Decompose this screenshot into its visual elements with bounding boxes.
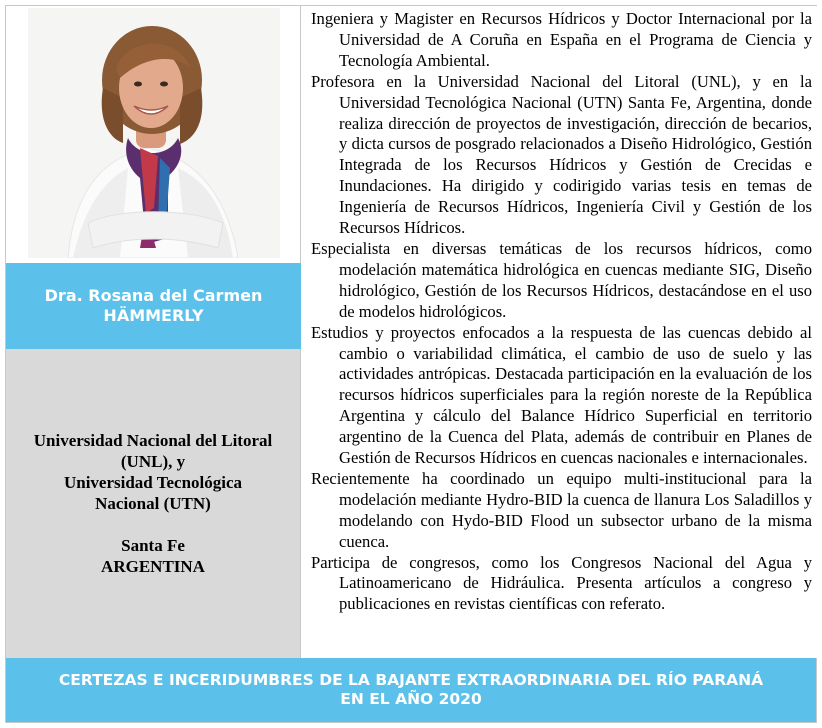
- talk-title-line1: CERTEZAS E INCERIDUMBRES DE LA BAJANTE EXTRAORDINARIA DEL RÍO PARANÁ: [58, 671, 764, 689]
- bio-paragraph: Especialista en diversas temáticas de los recursos hídricos, como modelación matemática hidrológica en cuencas mediante SIG, Diseño hidrológico, Gestión de los Recursos Hídricos, destacándose en el uso de modelos hidrológicos.: [311, 238, 812, 321]
- bio-paragraph: Participa de congresos, como los Congresos Nacional del Agua y Latinoamericano de Hidráulica. Presenta artículos a congreso y publicaciones en revistas científicas con referato.: [311, 552, 812, 614]
- bio-paragraph: Profesora en la Universidad Nacional del Litoral (UNL), y en la Universidad Tecnológica Nacional (UTN) Santa Fe, Argentina, donde realiza dirección de proyectos de investigación, dirección de becarios, y dicta cursos de posgrado relacionados a Diseño Hidrológico, Gestión Integrada de los Recursos Hídricos y Gestión de Crecidas e Inundaciones. Ha dirigido y codirigido varias tesis en temas de Ingeniería de Recursos Hídricos, Ingeniería Civil y Gestión de los Recursos Hídricos.: [311, 71, 812, 238]
- institution-country: ARGENTINA: [101, 557, 205, 576]
- portrait-photo: [28, 8, 280, 258]
- portrait-illustration: [28, 8, 280, 258]
- photo-cell: [6, 6, 301, 263]
- bio-paragraph: Recientemente ha coordinado un equipo multi-institucional para la modelación mediante Hydro-BID la cuenca de llanura Los Saladillos y modelando con Hydo-BID Flood un subsector urbano de la misma cuenca.: [311, 468, 812, 551]
- speaker-surname: HÄMMERLY: [103, 306, 204, 325]
- biography: [301, 6, 818, 658]
- talk-title-line2: EN EL AÑO 2020: [340, 690, 482, 708]
- institution-line: Universidad Tecnológica: [63, 473, 243, 492]
- institution-city: Santa Fe: [121, 536, 185, 555]
- institution-block: [6, 349, 301, 658]
- institution-line: (UNL), y: [120, 452, 186, 471]
- bio-paragraph: Ingeniera y Magister en Recursos Hídricos y Doctor Internacional por la Universidad de A Coruña en España en el Programa de Ciencia y Tecnología Ambiental.: [311, 9, 812, 70]
- bio-paragraph: Estudios y proyectos enfocados a la respuesta de las cuencas debido al cambio o variabilidad climática, el cambio de uso de suelo y las actividades antrópicas. Destacada participación en la evaluación de los recursos hídricos superficiales para la región noreste de la República Argentina y cálculo del Balance Hídrico Superficial en territorio argentino de la Cuenca del Plata, además de contribuir en Planes de Gestión de Recursos Hídricos en cuencas nacionales e internacionales.: [311, 322, 812, 468]
- speaker-card: [5, 5, 817, 723]
- institution-line: Universidad Nacional del Litoral: [33, 431, 273, 450]
- talk-title-banner: [6, 658, 816, 722]
- speaker-name-banner: [6, 263, 301, 349]
- institution-line: Nacional (UTN): [95, 494, 211, 513]
- speaker-name: Dra. Rosana del Carmen: [44, 286, 263, 305]
